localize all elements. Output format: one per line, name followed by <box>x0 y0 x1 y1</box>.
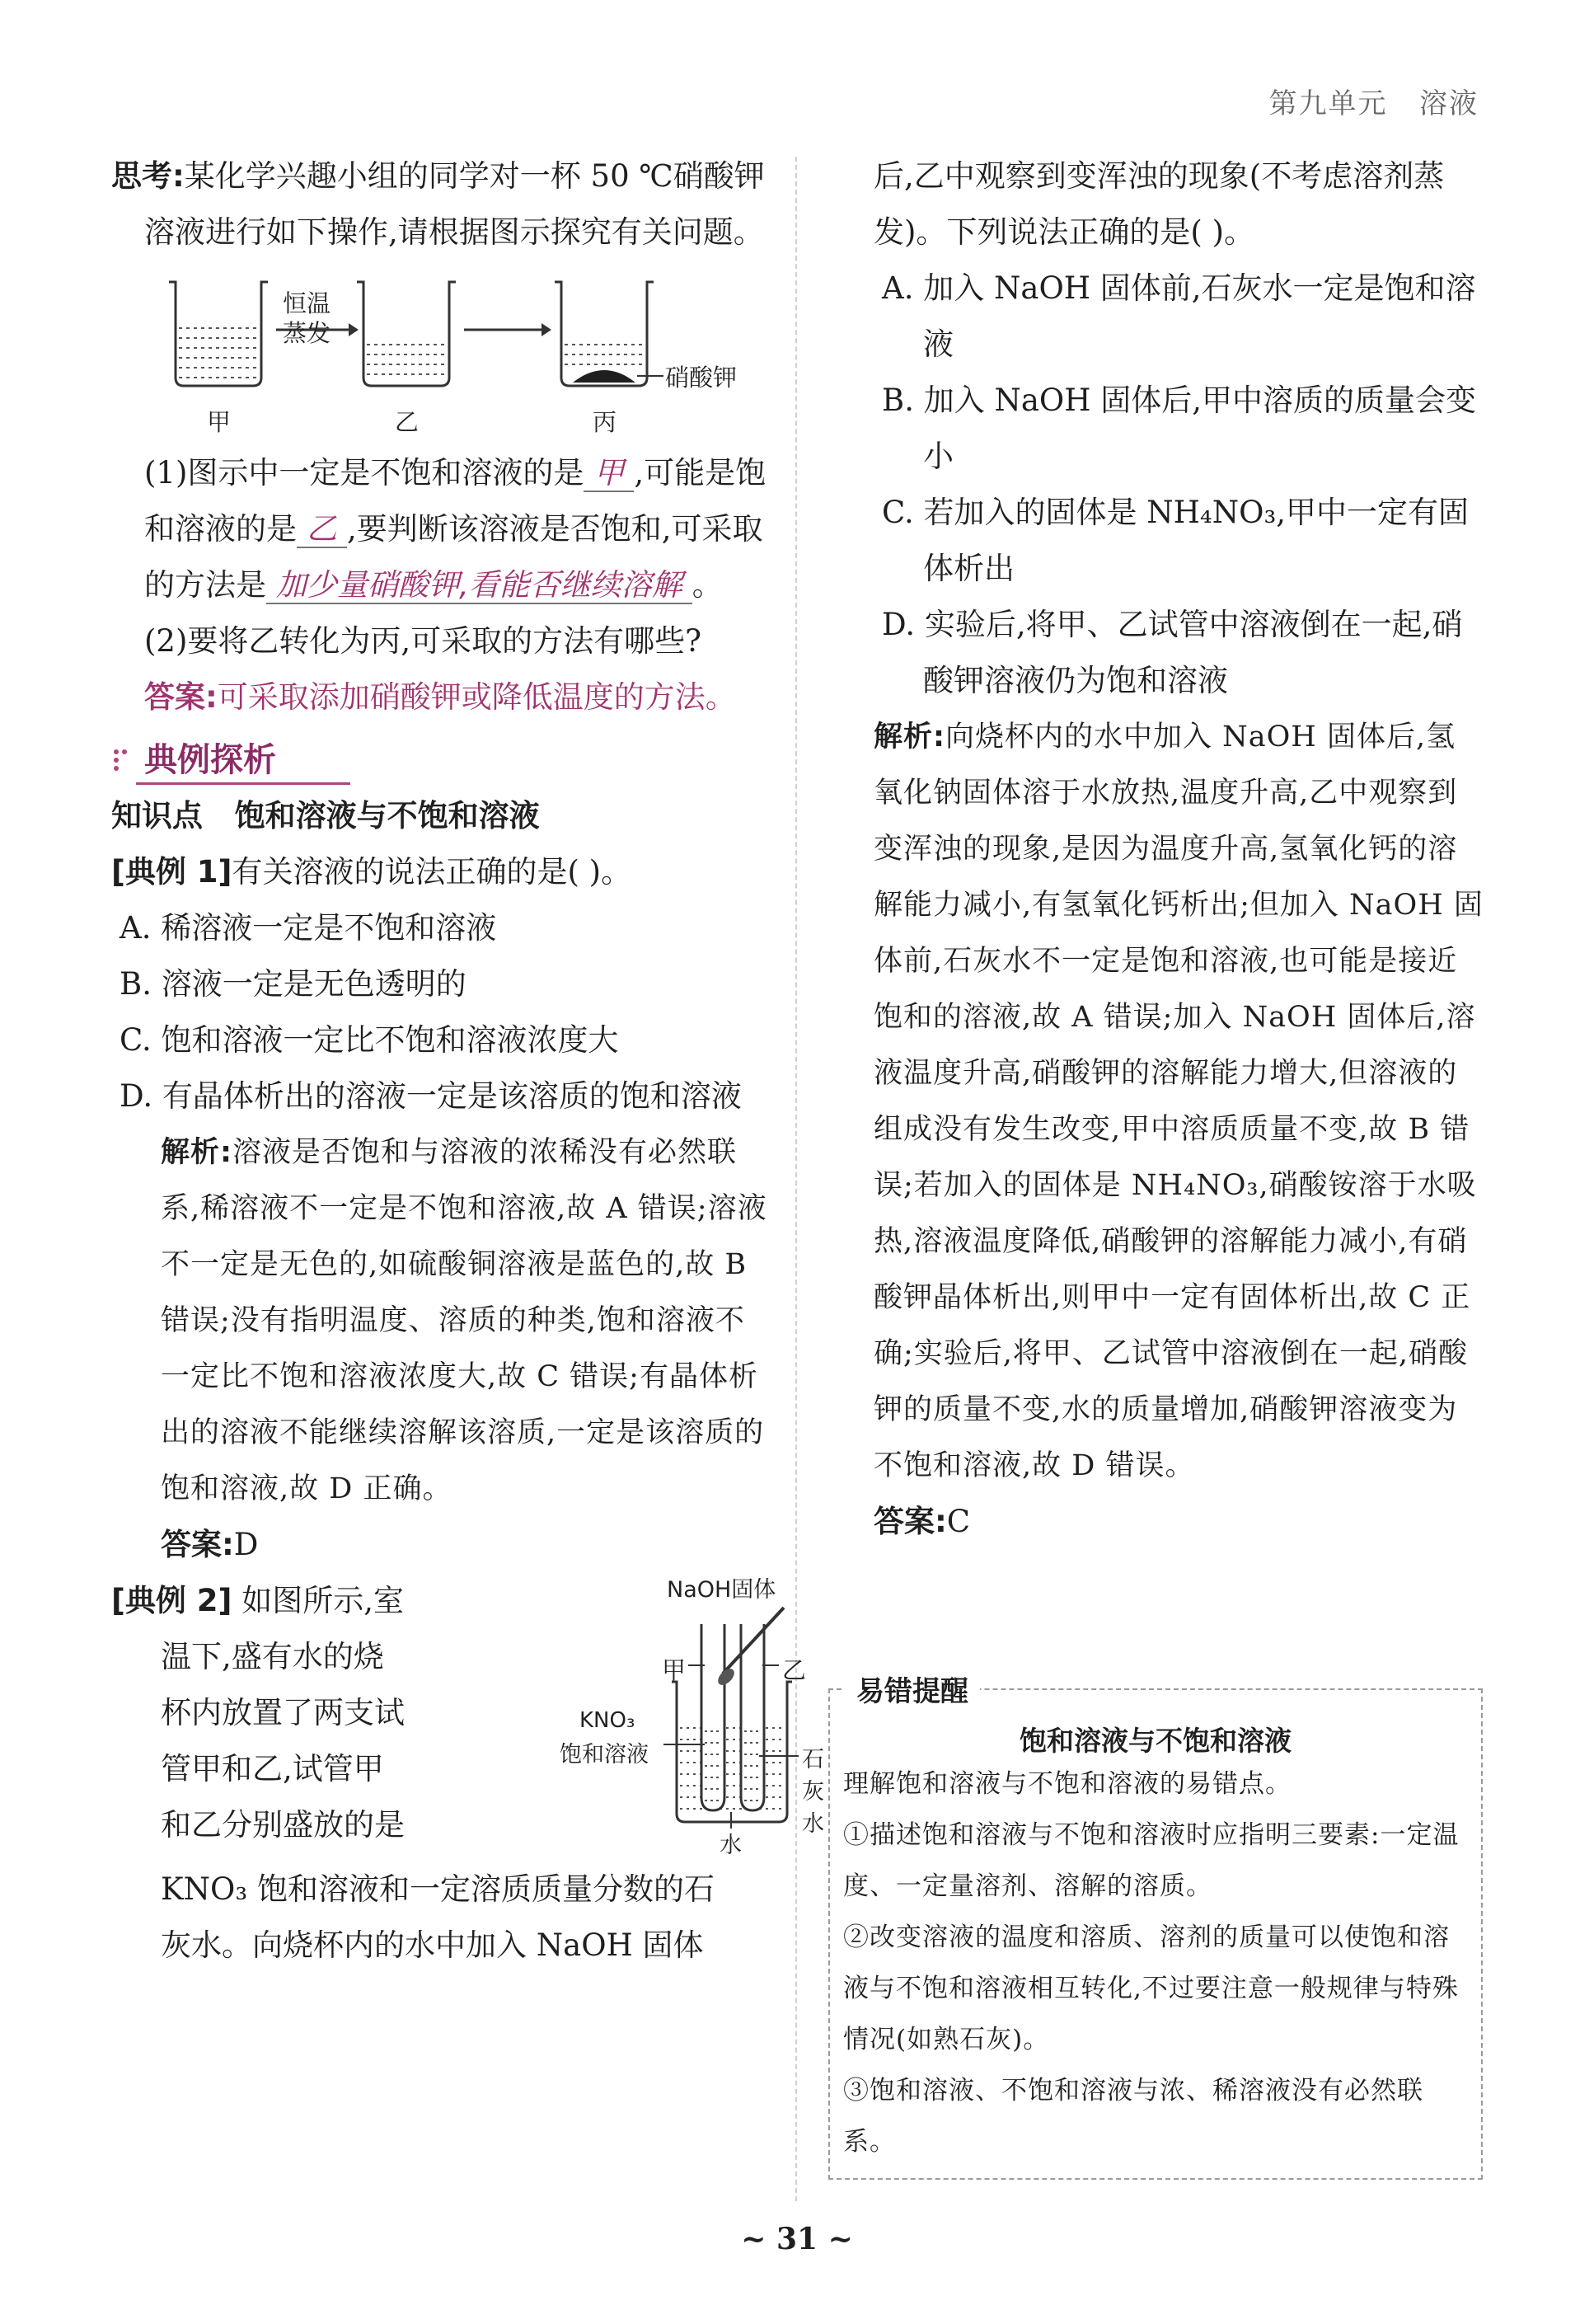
topic-label: 溶液 <box>1419 87 1479 120</box>
example-2-stem-full-1: KNO₃ 饱和溶液和一定溶质质量分数的石 <box>161 1871 715 1907</box>
kno3-saturated-label: 饱和溶液 <box>560 1742 649 1768</box>
example-1-stem <box>111 844 771 900</box>
example-1-tag: [典例 1] <box>111 854 232 890</box>
test-tube-diagram <box>540 1566 837 1858</box>
column-divider <box>795 157 797 2201</box>
arrow-2 <box>464 323 551 336</box>
knowledge-title: 饱和溶液与不饱和溶液 <box>234 798 540 833</box>
question-1 <box>111 445 771 613</box>
example-2-option-d: D. 实验后,将甲、乙试管中溶液倒在一起,硝酸钾溶液仍为饱和溶液 <box>882 607 1463 698</box>
crystal-label: 硝酸钾 <box>665 364 738 392</box>
test-tube-a <box>701 1624 724 1810</box>
kno3-label: KNO₃ <box>579 1708 635 1733</box>
think-text: 某化学兴趣小组的同学对一杯 50 ℃硝酸钾溶液进行如下操作,请根据图示探究有关问题。 <box>144 158 765 250</box>
example-2-stem-full-2: 灰水。向烧杯内的水中加入 NaOH 固体 <box>161 1927 704 1963</box>
beaker-b <box>357 282 456 386</box>
page-header <box>1269 81 1479 121</box>
knowledge-label: 知识点 <box>111 798 203 833</box>
arrow-label-1: 恒温 <box>283 289 331 317</box>
beaker <box>672 1682 792 1822</box>
tip-intro: 理解饱和溶液与不饱和溶液的易错点。 <box>843 1769 1292 1799</box>
limewater-label: 石灰水 <box>802 1747 824 1837</box>
q1-answer-1: 甲 <box>584 455 634 492</box>
q1-text-c: ,要判断该溶液是否饱和,可采取的方法是 <box>144 511 763 603</box>
water-label: 水 <box>720 1833 742 1858</box>
q1-text-b: ,可能是饱和溶液的是 <box>144 455 767 547</box>
example-1-option-c: C. 饱和溶液一定比不饱和溶液浓度大 <box>120 1022 619 1058</box>
crystal-deposit <box>573 370 635 383</box>
beaker-a-label: 甲 <box>207 408 232 436</box>
tube-a-label: 甲 <box>662 1656 687 1684</box>
example-2-option-c: C. 若加入的固体是 NH₄NO₃,甲中一定有固体析出 <box>882 495 1470 586</box>
beaker-b-label: 乙 <box>395 408 420 436</box>
example-1-option-a: A. 稀溶液一定是不饱和溶液 <box>120 910 497 946</box>
think-label: 思考: <box>111 158 185 194</box>
tip-item-1: ①描述饱和溶液与不饱和溶液时应指明三要素:一定温度、一定量溶剂、溶解的溶质。 <box>843 1820 1460 1901</box>
example-1-analysis-label: 解析: <box>161 1136 232 1169</box>
section-title: 典例探析 <box>144 741 276 779</box>
example-2-analysis <box>874 709 1484 1494</box>
example-1-option-d: D. 有晶体析出的溶液一定是该溶质的饱和溶液 <box>120 1078 742 1114</box>
example-2-stem-line-2: 杯内放置了两支试 <box>161 1695 405 1730</box>
q1-answer-2: 乙 <box>297 511 347 548</box>
example-1-answer-value: D <box>233 1527 259 1562</box>
test-tube-figure <box>540 1566 837 1847</box>
example-2-answer-label: 答案: <box>874 1504 947 1539</box>
example-1-answer-label: 答案: <box>161 1527 234 1562</box>
naoh-label: NaOH固体 <box>667 1577 776 1603</box>
example-2-stem-line-4: 和乙分别盛放的是 <box>161 1807 405 1843</box>
example-1-question: 有关溶液的说法正确的是( )。 <box>232 854 632 890</box>
arrow-label-2: 蒸发 <box>283 319 331 347</box>
q1-text-d: 。 <box>692 567 723 603</box>
tip-title: 饱和溶液与不饱和溶液 <box>1020 1725 1292 1757</box>
question-2: (2)要将乙转化为丙,可采取的方法有哪些? <box>144 623 702 659</box>
section-underline <box>136 782 350 785</box>
left-column <box>111 148 824 1974</box>
example-2-answer-value: C <box>946 1504 971 1539</box>
tip-tag: 易错提醒 <box>845 1669 980 1709</box>
example-2-stem-line-3: 管甲和乙,试管甲 <box>161 1751 384 1786</box>
q1-answer-3: 加少量硝酸钾,看能否继续溶解 <box>266 567 692 604</box>
example-1-answer <box>111 1517 771 1573</box>
beaker-c <box>555 282 663 386</box>
think-answer-label: 答案: <box>144 679 218 715</box>
beaker-figure <box>161 272 787 445</box>
right-column <box>874 148 1484 1550</box>
evaporation-diagram <box>161 272 787 445</box>
think-paragraph <box>111 148 771 261</box>
example-1-option-b: B. 溶液一定是无色透明的 <box>120 966 466 1002</box>
example-2-stem-0: 如图所示,室 <box>241 1583 404 1618</box>
section-heading <box>111 734 771 785</box>
tip-item-2: ②改变溶液的温度和溶质、溶剂的质量可以使饱和溶液与不饱和溶液相互转化,不过要注意一般规律与特殊情况(如熟石灰)。 <box>843 1923 1459 2054</box>
example-1-analysis-text: 溶液是否饱和与溶液的浓稀没有必然联系,稀溶液不一定是不饱和溶液,故 A 错误;溶液不一定是无色的,如硫酸铜溶液是蓝色的,故 B 错误;没有指明温度、溶质的种类,饱和溶液不一定比不饱和溶液浓度大,故 C 错误;有晶体析出的溶液不能继续溶解该溶质,一定是该溶质的饱和溶液,故 D 正确。 <box>161 1136 767 1505</box>
unit-label: 第九单元 <box>1268 87 1388 120</box>
think-answer-text: 可采取添加硝酸钾或降低温度的方法。 <box>217 679 736 715</box>
example-2-option-b: B. 加入 NaOH 固体后,甲中溶质的质量会变小 <box>882 383 1477 474</box>
example-2-answer <box>874 1494 1484 1550</box>
knowledge-point <box>111 788 771 844</box>
example-2-tag: [典例 2] <box>111 1583 232 1618</box>
tube-b-label: 乙 <box>782 1656 807 1684</box>
page-number: ~ 31 ~ <box>741 2222 853 2256</box>
example-2-stem-line-1: 温下,盛有水的烧 <box>161 1639 384 1674</box>
example-1-analysis <box>111 1124 771 1517</box>
beaker-a <box>169 282 268 386</box>
example-2-option-a: A. 加入 NaOH 固体前,石灰水一定是饱和溶液 <box>882 270 1476 362</box>
example-2-analysis-text: 向烧杯内的水中加入 NaOH 固体后,氢氧化钠固体溶于水放热,温度升高,乙中观察到变浑浊的现象,是因为温度升高,氢氧化钙的溶解能力减小,有氢氧化钙析出;但加入 NaOH 固体前,石灰水不一定是饱和溶液,也可能是接近饱和的溶液,故 A 错误;加入 NaOH 固体后,溶液温度升高,硝酸钾的溶解能力增大,但溶液的组成没有发生改变,甲中溶质质量不变,故 B 错误;若加入的固体是 NH₄NO₃,硝酸铵溶于水吸热,溶液温度降低,硝酸钾的溶解能力减小,有硝酸钾晶体析出,则甲中一定有固体析出,故 C 正确;实验后,将甲、乙试管中溶液倒在一起,硝酸钾的质量不变,水的质量增加,硝酸钾溶液变为不饱和溶液,故 D 错误。 <box>874 721 1484 1482</box>
example-2-analysis-label: 解析: <box>874 721 945 754</box>
q1-text-a: (1)图示中一定是不饱和溶液的是 <box>144 455 584 491</box>
example-2-block <box>111 1573 824 1862</box>
beaker-c-label: 丙 <box>593 408 617 436</box>
tip-item-3: ③饱和溶液、不饱和溶液与浓、稀溶液没有必然联系。 <box>843 2076 1423 2157</box>
section-dots-icon <box>111 745 133 773</box>
tip-box <box>828 1675 1483 2180</box>
example-2-stem-continued: 后,乙中观察到变浑浊的现象(不考虑溶剂蒸发)。下列说法正确的是( )。 <box>874 158 1445 250</box>
think-answer <box>111 669 771 725</box>
